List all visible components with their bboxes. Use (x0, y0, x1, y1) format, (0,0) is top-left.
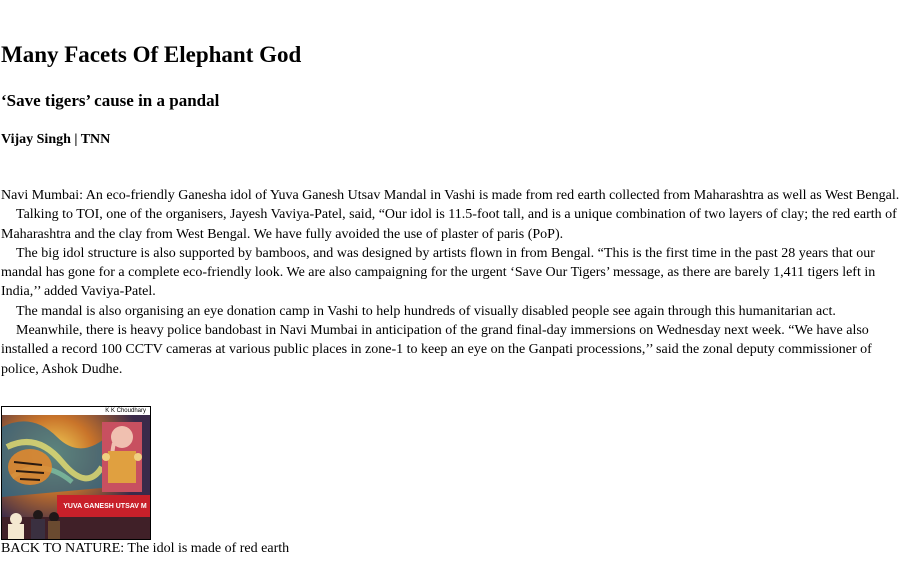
article-photo (1, 406, 151, 540)
photo-caption: BACK TO NATURE: The idol is made of red earth (1, 541, 290, 556)
photo-credit: K K Choudhary (105, 408, 146, 414)
story-body (1, 186, 913, 379)
story-paragraph: Meanwhile, there is heavy police bandobast in Navi Mumbai in anticipation of the grand final-day immersions on Wednesday next week. “We have also installed a record 100 CCTV cameras at various public places in zone-1 to keep an eye on the Ganpati processions,’’ said the zonal deputy commissioner of police, Ashok Dudhe. (1, 323, 872, 377)
headline: Many Facets Of Elephant God (1, 42, 302, 67)
photo-banner-text: YUVA GANESH UTSAV M (63, 503, 147, 510)
story-paragraph: The mandal is also organising an eye donation camp in Vashi to help hundreds of visually disabled people see again through this humanitarian act. (16, 303, 836, 319)
byline: Vijay Singh | TNN (1, 132, 111, 147)
story-paragraph: Talking to TOI, one of the organisers, Jayesh Vaviya-Patel, said, “Our idol is 11.5-foot tall, and is a unique combination of two layers of clay; the red earth of Maharashtra and the clay from West Bengal. We have fully avoided the use of plaster of paris (PoP). (1, 207, 897, 242)
subheadline: ‘Save tigers’ cause in a pandal (1, 91, 220, 110)
story-paragraph: The big idol structure is also supported by bamboos, and was designed by artists flown in from Bengal. “This is the first time in the past 28 years that our mandal has gone for a complete eco-friendly look. We are also campaigning for the urgent ‘Save Our Tigers’ message, as there are barely 1,411 tigers left in India,’’ added Vaviya-Patel. (1, 245, 876, 300)
story-paragraph: Navi Mumbai: An eco-friendly Ganesha idol of Yuva Ganesh Utsav Mandal in Vashi is made from red earth collected from Maharashtra as well as West Bengal. (1, 188, 900, 203)
photo-illustration (2, 407, 150, 539)
